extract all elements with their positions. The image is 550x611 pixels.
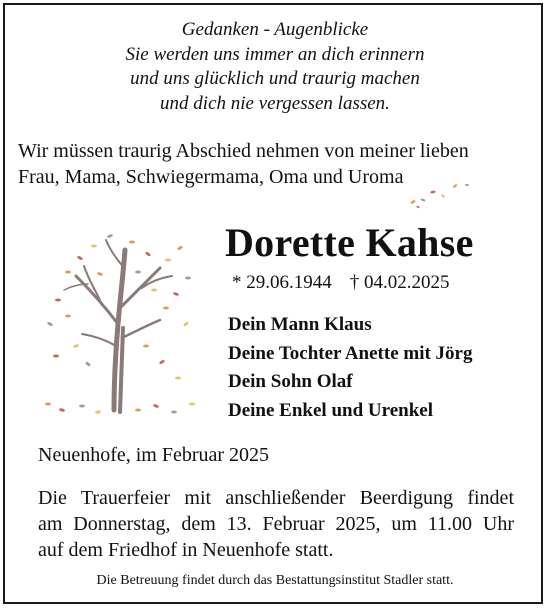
- intro-line: Frau, Mama, Schwiegermama, Oma und Uroma: [18, 166, 404, 188]
- intro-line: Wir müssen traurig Abschied nehmen von meiner lieben: [18, 140, 469, 162]
- mourner-item: Deine Tochter Anette mit Jörg: [228, 342, 473, 364]
- funeral-line: Die Trauerfeier mit anschließender Beerdigung findet: [38, 487, 514, 509]
- falling-leaves-icon: [405, 180, 475, 210]
- undertaker-note: Die Betreuung findet durch das Bestattungsinstitut Stadler statt.: [96, 573, 454, 588]
- poem-line: Sie werden uns immer an dich erinnern: [125, 43, 425, 65]
- mourner-item: Deine Enkel und Urenkel: [228, 399, 433, 421]
- death-date: † 04.02.2025: [349, 272, 450, 293]
- poem-line: Gedanken - Augenblicke: [181, 19, 369, 40]
- memorial-poem: [0, 18, 550, 116]
- mourner-item: Dein Mann Klaus: [228, 314, 372, 335]
- deceased-name: Dorette Kahse: [225, 220, 474, 265]
- poem-line: und dich nie vergessen lassen.: [160, 92, 390, 114]
- poem-line: und uns glücklich und traurig machen: [130, 68, 420, 89]
- place-date: Neuenhofe, im Februar 2025: [38, 444, 270, 466]
- funeral-line: auf dem Friedhof in Neuenhofe statt.: [38, 539, 334, 561]
- funeral-line: am Donnerstag, dem 13. Februar 2025, um 11.00 Uhr: [38, 513, 514, 535]
- funeral-info: [38, 485, 514, 563]
- mourners-list: [228, 311, 473, 425]
- life-dates: [232, 271, 450, 295]
- farewell-intro: [18, 138, 469, 190]
- autumn-tree-icon: [28, 228, 224, 424]
- mourner-item: Dein Sohn Olaf: [228, 371, 353, 392]
- birth-date: * 29.06.1944: [232, 272, 332, 293]
